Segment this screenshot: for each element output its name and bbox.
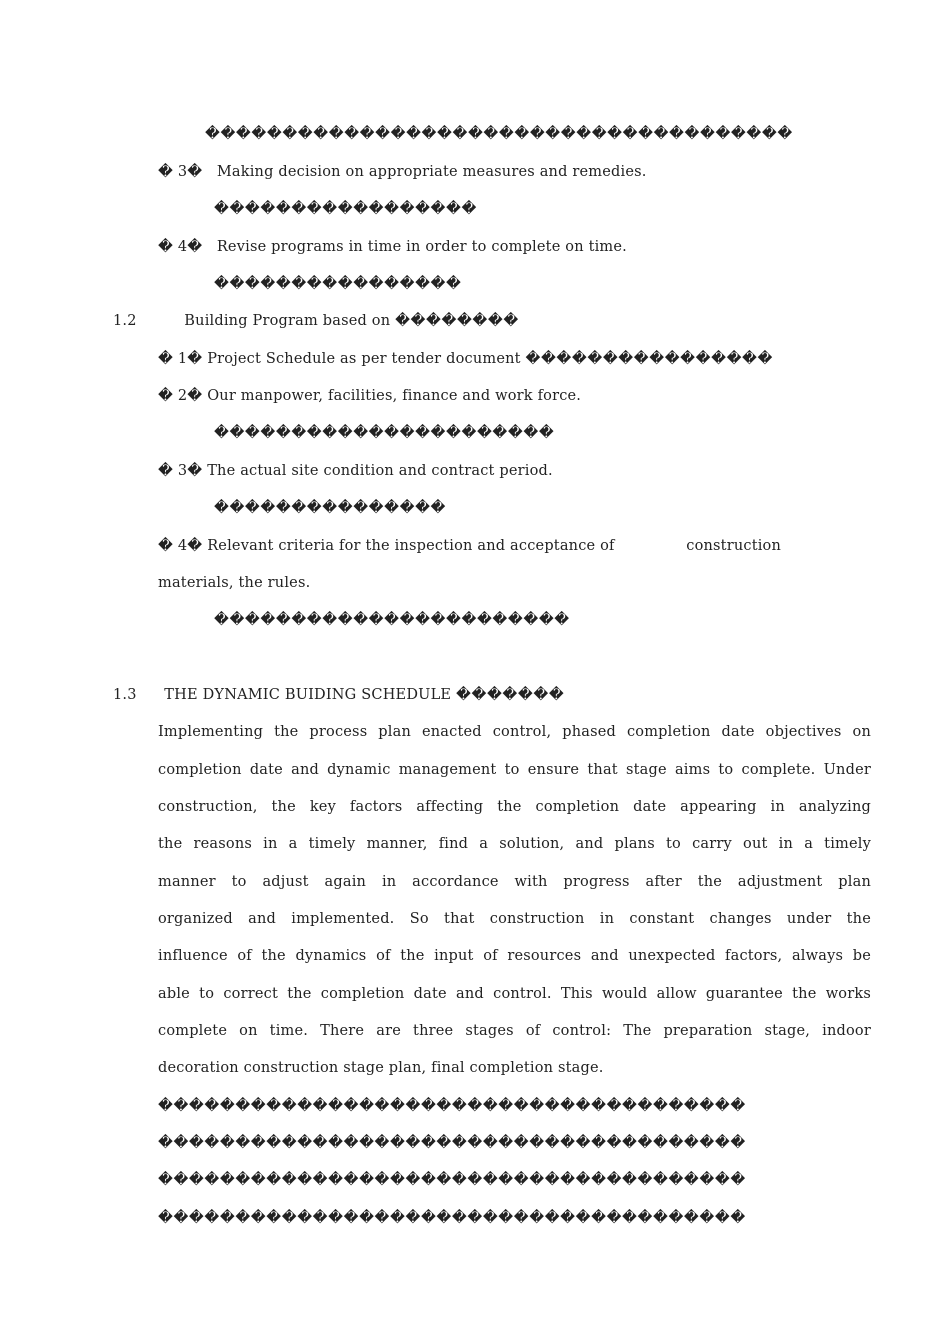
- paragraph-line: manner to adjust again in accordance with progress after the adjustment plan: [158, 874, 871, 890]
- cn-line: �����������������: [214, 201, 477, 217]
- item-text-continued: materials, the rules.: [158, 575, 311, 591]
- section-heading: [113, 685, 564, 705]
- cn-line: ��������������������������������������: [158, 1135, 746, 1151]
- cn-line: ��������������������������������������: [158, 1098, 746, 1114]
- paragraph-line: complete on time. There are three stages of control: The preparation stage, indoor: [158, 1023, 871, 1039]
- item-text-cn: ����������������: [525, 351, 773, 367]
- paragraph-line: completion date and dynamic management to ensure that stage aims to complete. Under: [158, 762, 871, 778]
- item-text-tail: construction: [686, 538, 782, 554]
- item-number: � 1�: [158, 351, 203, 367]
- cn-line: �����������������������: [214, 612, 570, 628]
- item-number: � 3�: [158, 164, 203, 180]
- paragraph-line: Implementing the process plan enacted control, phased completion date objectives on: [158, 724, 871, 740]
- section-heading: [113, 311, 519, 331]
- cn-line: ���������������: [214, 500, 447, 516]
- section-number: 1.2: [113, 313, 137, 329]
- paragraph-line: influence of the dynamics of the input of resources and unexpected factors, always be: [158, 948, 871, 964]
- cn-line: ��������������������������������������: [158, 1172, 746, 1188]
- item-text: Revise programs in time in order to complete on time.: [216, 239, 627, 255]
- item-number: � 4�: [158, 239, 203, 255]
- item-number: � 2�: [158, 388, 203, 404]
- item-text: The actual site condition and contract period.: [207, 463, 553, 479]
- paragraph-line: decoration construction stage plan, final completion stage.: [158, 1060, 604, 1076]
- section-title-cn: ��������: [395, 313, 519, 329]
- paragraph-line: able to correct the completion date and control. This would allow guarantee the works: [158, 986, 871, 1002]
- cn-line: ��������������������������������������: [158, 1210, 746, 1226]
- cn-line: ����������������: [214, 276, 462, 292]
- section-title-cn: �������: [456, 687, 565, 703]
- list-item: [158, 349, 773, 369]
- paragraph-line: the reasons in a timely manner, find a solution, and plans to carry out in a timely: [158, 836, 871, 852]
- item-text: Making decision on appropriate measures and remedies.: [216, 164, 647, 180]
- item-number: � 4�: [158, 538, 203, 554]
- item-text: Project Schedule as per tender document: [207, 351, 521, 367]
- item-text: Our manpower, facilities, finance and work force.: [207, 388, 582, 404]
- section-title: THE DYNAMIC BUIDING SCHEDULE: [164, 687, 452, 703]
- list-item: [158, 237, 627, 257]
- list-item: [158, 461, 553, 481]
- cn-line: ��������������������������������������: [205, 126, 793, 142]
- item-text: Relevant criteria for the inspection and acceptance of: [207, 538, 615, 554]
- list-item: [158, 386, 581, 406]
- paragraph-line: organized and implemented. So that construction in constant changes under the: [158, 911, 871, 927]
- list-item: [158, 162, 647, 182]
- list-item: [158, 536, 781, 556]
- section-title: Building Program based on: [184, 313, 391, 329]
- section-number: 1.3: [113, 687, 137, 703]
- item-number: � 3�: [158, 463, 203, 479]
- paragraph-line: construction, the key factors affecting the completion date appearing in analyzing: [158, 799, 871, 815]
- cn-line: ����������������������: [214, 425, 555, 441]
